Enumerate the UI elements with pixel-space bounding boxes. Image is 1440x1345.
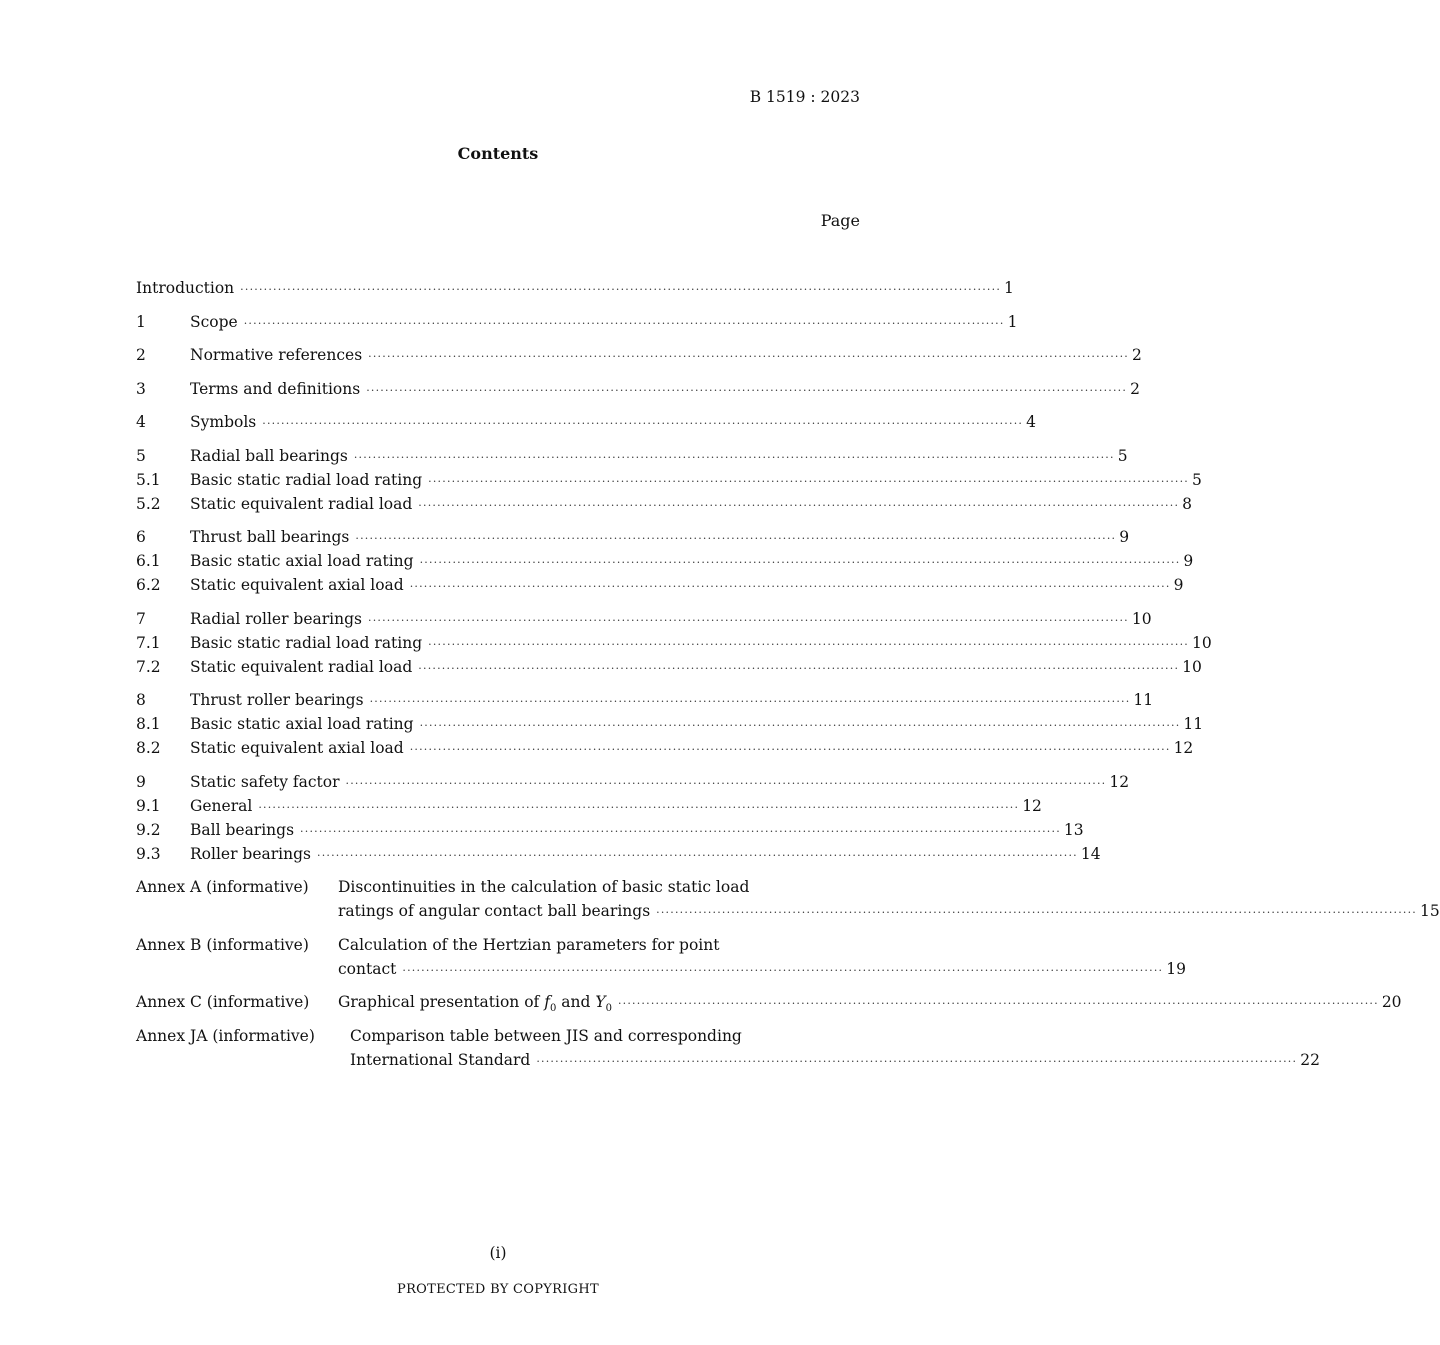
toc-entry-annex-c[interactable] <box>136 990 1402 1015</box>
toc-label: Thrust roller bearings <box>190 691 364 709</box>
page-column-header: Page <box>820 211 860 230</box>
toc-number: 9.3 <box>136 844 161 863</box>
leader-dots <box>618 992 1379 1016</box>
toc-page: 2 <box>1132 346 1142 364</box>
leader-dots <box>410 738 1171 762</box>
annex-title-line2: International Standard <box>350 1050 531 1069</box>
toc-label: Normative references <box>190 346 363 364</box>
leader-dots <box>258 796 1019 820</box>
toc-label: Terms and definitions <box>190 379 361 398</box>
toc-number: 9.1 <box>136 796 161 815</box>
toc-number: 6.2 <box>136 576 161 594</box>
toc-label: Ball bearings <box>190 820 295 839</box>
toc-page: 10 <box>1192 633 1212 652</box>
toc-page: 1 <box>1004 279 1014 297</box>
toc-number: 9.2 <box>136 820 161 839</box>
toc-number: 8.1 <box>136 715 161 733</box>
toc-number: 7 <box>136 609 146 628</box>
standard-number: B 1519 : 2023 <box>749 88 860 106</box>
toc-entry-7[interactable] <box>136 607 1152 631</box>
toc-number: 6.1 <box>136 552 161 570</box>
y-symbol: Y <box>595 993 606 1011</box>
toc-label: Static safety factor <box>190 772 340 791</box>
toc-number: 8.2 <box>136 739 161 757</box>
leader-dots <box>355 527 1116 551</box>
y-subscript: 0 <box>605 1003 612 1015</box>
toc-entry-5-1[interactable] <box>136 468 1202 492</box>
toc-entry-8-1[interactable] <box>136 712 1204 736</box>
toc-page: 12 <box>1173 739 1194 757</box>
leader-dots <box>418 657 1179 681</box>
leader-dots <box>410 575 1171 599</box>
table-of-contents <box>136 276 1440 1081</box>
annex-title-text: Graphical presentation of <box>338 993 545 1011</box>
leader-dots <box>317 844 1078 868</box>
annex-title-line1: Comparison table between JIS and corresponding <box>350 1026 742 1045</box>
toc-page: 12 <box>1022 796 1042 815</box>
leader-dots <box>240 278 1001 302</box>
toc-number: 5 <box>136 446 146 465</box>
leader-dots <box>370 690 1131 714</box>
annex-title-line1: Discontinuities in the calculation of basic static load <box>338 878 750 896</box>
toc-page: 15 <box>1420 902 1440 920</box>
toc-label: General <box>190 796 253 815</box>
annex-label: Annex JA (informative) <box>136 1026 315 1045</box>
toc-entry-5-2[interactable] <box>136 492 1193 516</box>
toc-page: 1 <box>1007 312 1018 331</box>
toc-page: 5 <box>1192 470 1202 489</box>
leader-dots <box>368 345 1129 369</box>
leader-dots <box>368 609 1129 633</box>
annex-title-line2: ratings of angular contact ball bearings <box>338 902 651 920</box>
copyright-notice: PROTECTED BY COPYRIGHT <box>397 1282 599 1297</box>
toc-page: 9 <box>1173 576 1184 594</box>
toc-entry-5[interactable] <box>136 444 1128 468</box>
toc-page: 19 <box>1166 959 1186 978</box>
toc-number: 5.1 <box>136 470 161 489</box>
toc-label: Introduction <box>136 279 235 297</box>
toc-page: 9 <box>1183 552 1194 570</box>
leader-dots <box>420 551 1181 575</box>
leader-dots <box>366 379 1127 403</box>
toc-entry-1[interactable] <box>136 310 1018 334</box>
toc-page: 10 <box>1182 657 1202 676</box>
toc-number: 6 <box>136 528 146 546</box>
leader-dots <box>420 714 1181 738</box>
toc-number: 5.2 <box>136 494 161 513</box>
toc-entry-6[interactable] <box>136 525 1130 549</box>
annex-label: Annex B (informative) <box>136 935 309 954</box>
toc-number: 7.2 <box>136 657 161 676</box>
toc-number: 9 <box>136 772 146 791</box>
toc-label: Static equivalent axial load <box>190 739 404 757</box>
toc-page: 11 <box>1183 715 1204 733</box>
toc-page: 12 <box>1109 772 1130 791</box>
toc-entry-8[interactable] <box>136 688 1154 712</box>
leader-dots <box>428 633 1189 657</box>
and-text: and <box>556 993 596 1011</box>
toc-entry-annex-b[interactable] <box>136 933 1186 981</box>
toc-label: Symbols <box>190 413 257 431</box>
toc-number: 8 <box>136 691 146 709</box>
toc-label: Basic static radial load rating <box>190 470 423 489</box>
toc-entry-7-1[interactable] <box>136 631 1212 655</box>
toc-entry-3[interactable] <box>136 377 1140 401</box>
toc-entry-7-2[interactable] <box>136 655 1202 679</box>
toc-entry-introduction[interactable] <box>136 276 1014 300</box>
toc-entry-9-1[interactable] <box>136 794 1042 818</box>
toc-entry-annex-ja[interactable] <box>136 1024 1320 1072</box>
toc-entry-9[interactable] <box>136 770 1130 794</box>
toc-page: 22 <box>1300 1050 1320 1069</box>
toc-number: 3 <box>136 379 146 398</box>
leader-dots <box>346 772 1107 796</box>
toc-label: Basic static axial load rating <box>190 552 414 570</box>
toc-label: Basic static axial load rating <box>190 715 414 733</box>
leader-dots <box>428 470 1189 494</box>
toc-page: 10 <box>1131 609 1152 628</box>
toc-page: 11 <box>1133 691 1154 709</box>
toc-page: 13 <box>1063 820 1084 839</box>
annex-title-line2: contact <box>338 959 397 978</box>
leader-dots <box>402 959 1163 983</box>
f-subscript: 0 <box>549 1003 557 1015</box>
toc-entry-2[interactable] <box>136 343 1142 367</box>
toc-label: Basic static radial load rating <box>190 633 423 652</box>
toc-label: Static equivalent axial load <box>190 576 404 594</box>
annex-title-line1: Calculation of the Hertzian parameters for point <box>338 935 720 954</box>
page-title: Contents <box>457 144 539 163</box>
toc-page: 14 <box>1080 844 1101 863</box>
leader-dots <box>262 412 1023 436</box>
leader-dots <box>354 446 1115 470</box>
toc-entry-6-1[interactable] <box>136 549 1194 573</box>
leader-dots <box>656 901 1417 925</box>
toc-entry-annex-a[interactable] <box>136 875 1440 923</box>
toc-number: 1 <box>136 312 146 331</box>
toc-page: 4 <box>1026 413 1036 431</box>
annex-label: Annex A (informative) <box>136 878 309 896</box>
leader-dots <box>244 312 1005 336</box>
toc-label: Radial roller bearings <box>190 609 362 628</box>
toc-page: 9 <box>1119 528 1130 546</box>
toc-label: Thrust ball bearings <box>190 528 350 546</box>
toc-entry-6-2[interactable] <box>136 573 1184 597</box>
toc-page: 5 <box>1117 446 1128 465</box>
toc-label: Static equivalent radial load <box>190 657 413 676</box>
toc-label: Roller bearings <box>190 844 311 863</box>
annex-title <box>338 990 612 1021</box>
toc-page: 20 <box>1381 993 1402 1011</box>
toc-label: Static equivalent radial load <box>190 494 413 513</box>
toc-entry-4[interactable] <box>136 410 1036 434</box>
toc-number: 4 <box>136 413 146 431</box>
footer-page-number: (i) <box>489 1244 507 1262</box>
toc-page: 2 <box>1130 379 1140 398</box>
annex-label: Annex C (informative) <box>136 993 310 1011</box>
leader-dots <box>300 820 1061 844</box>
toc-number: 7.1 <box>136 633 161 652</box>
toc-page: 8 <box>1182 494 1193 513</box>
toc-entry-9-2[interactable] <box>136 818 1084 842</box>
toc-label: Radial ball bearings <box>190 446 348 465</box>
toc-label: Scope <box>190 312 238 331</box>
toc-number: 2 <box>136 346 146 364</box>
toc-entry-8-2[interactable] <box>136 736 1194 760</box>
leader-dots <box>536 1050 1297 1074</box>
f-symbol: f <box>544 993 550 1011</box>
toc-entry-9-3[interactable] <box>136 842 1101 866</box>
leader-dots <box>418 494 1179 518</box>
